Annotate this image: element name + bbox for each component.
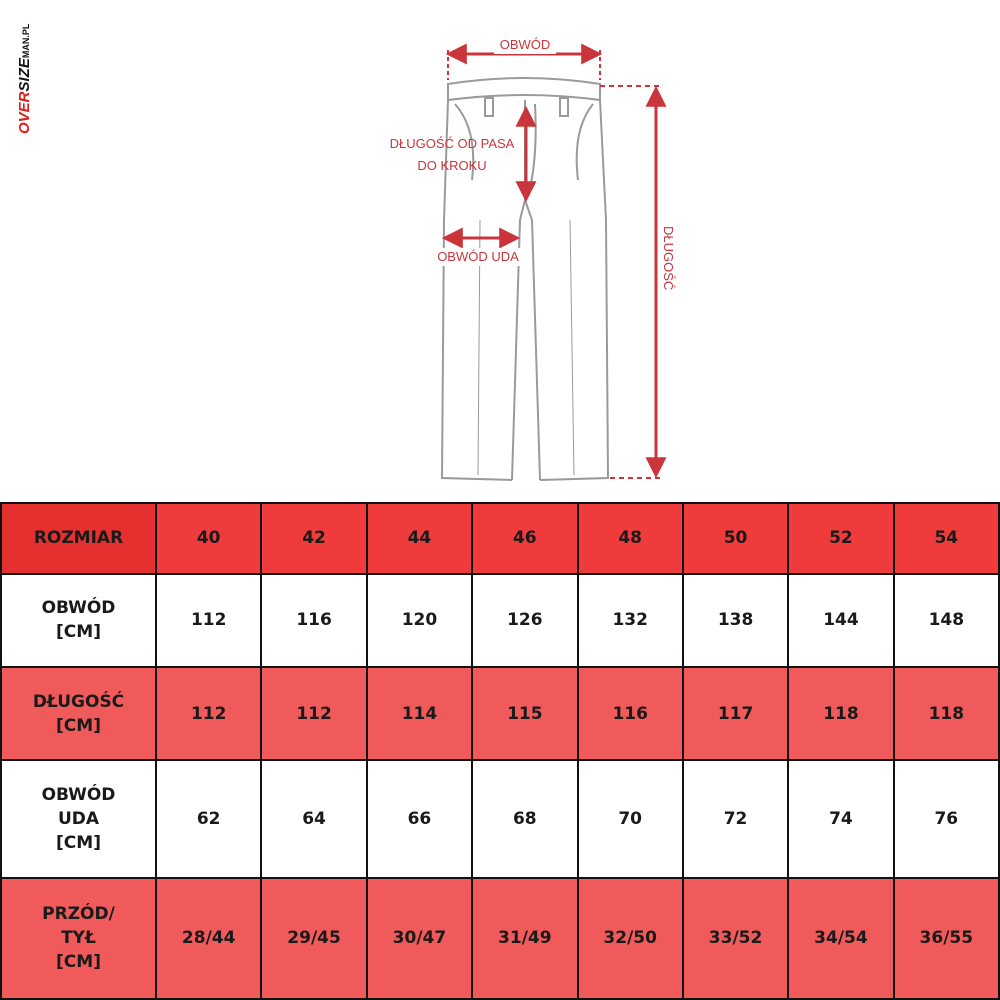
table-cell: 117 [683, 667, 788, 760]
table-cell: 114 [367, 667, 472, 760]
row-label-line: [CM] [56, 715, 101, 736]
table-cell: 116 [261, 574, 366, 667]
row-label-line: UDA [57, 808, 100, 829]
table-row [1, 503, 999, 574]
label-rise-1: DŁUGOŚĆ OD PASA [389, 136, 515, 151]
row-label [1, 878, 156, 1000]
table-cell: 42 [261, 503, 366, 574]
label-dlugosc: DŁUGOŚĆ [661, 226, 676, 291]
brand-domain: MAN.PL [21, 23, 31, 59]
brand-logo [14, 14, 36, 134]
table-cell: 62 [156, 760, 261, 877]
table-cell: 72 [683, 760, 788, 877]
label-obwod-uda: OBWÓD UDA [437, 249, 519, 264]
table-cell: 50 [683, 503, 788, 574]
table-cell: 138 [683, 574, 788, 667]
table-cell: 112 [156, 667, 261, 760]
table-cell: 112 [156, 574, 261, 667]
row-label [1, 574, 156, 667]
table-cell: 148 [894, 574, 999, 667]
table-cell: 118 [894, 667, 999, 760]
table-cell: 46 [472, 503, 577, 574]
table-cell: 76 [894, 760, 999, 877]
table-row [1, 760, 999, 877]
row-label [1, 760, 156, 877]
table-cell: 40 [156, 503, 261, 574]
table-cell: 28/44 [156, 878, 261, 1000]
table-cell: 33/52 [683, 878, 788, 1000]
table-cell: 66 [367, 760, 472, 877]
table-cell: 120 [367, 574, 472, 667]
table-cell: 54 [894, 503, 999, 574]
brand-size: SIZE [16, 58, 33, 92]
row-label-line: [CM] [56, 622, 101, 643]
table-cell: 30/47 [367, 878, 472, 1000]
table-cell: 64 [261, 760, 366, 877]
table-cell: 68 [472, 760, 577, 877]
row-label-line: PRZÓD/ [42, 904, 115, 925]
row-label [1, 667, 156, 760]
table-cell: 32/50 [578, 878, 683, 1000]
table-cell: 52 [788, 503, 893, 574]
label-obwod: OBWÓD [499, 37, 551, 52]
row-label-line: [CM] [56, 832, 101, 853]
row-label-line: TYŁ [61, 928, 96, 949]
table-cell: 126 [472, 574, 577, 667]
row-label-line: OBWÓD [41, 784, 116, 805]
table-cell: 144 [788, 574, 893, 667]
table-cell: 31/49 [472, 878, 577, 1000]
row-label-line: ROZMIAR [33, 528, 124, 549]
table-cell: 70 [578, 760, 683, 877]
table-cell: 74 [788, 760, 893, 877]
label-rise-2: DO KROKU [417, 158, 487, 173]
pants-illustration [360, 20, 700, 495]
table-row [1, 667, 999, 760]
brand-logo-text [14, 24, 37, 134]
table-cell: 29/45 [261, 878, 366, 1000]
table-cell: 34/54 [788, 878, 893, 1000]
table-cell: 36/55 [894, 878, 999, 1000]
table-cell: 118 [788, 667, 893, 760]
pants-measurement-diagram [360, 20, 700, 495]
brand-over: OVER [16, 91, 33, 134]
row-label-line: [CM] [56, 952, 101, 973]
table-cell: 112 [261, 667, 366, 760]
table-cell: 132 [578, 574, 683, 667]
row-label-line: DŁUGOŚĆ [32, 691, 125, 712]
table-cell: 48 [578, 503, 683, 574]
table-row [1, 878, 999, 1000]
size-chart-table [0, 502, 1000, 1000]
row-label [1, 503, 156, 574]
table-cell: 44 [367, 503, 472, 574]
table-row [1, 574, 999, 667]
table-cell: 115 [472, 667, 577, 760]
table-cell: 116 [578, 667, 683, 760]
row-label-line: OBWÓD [41, 598, 116, 619]
